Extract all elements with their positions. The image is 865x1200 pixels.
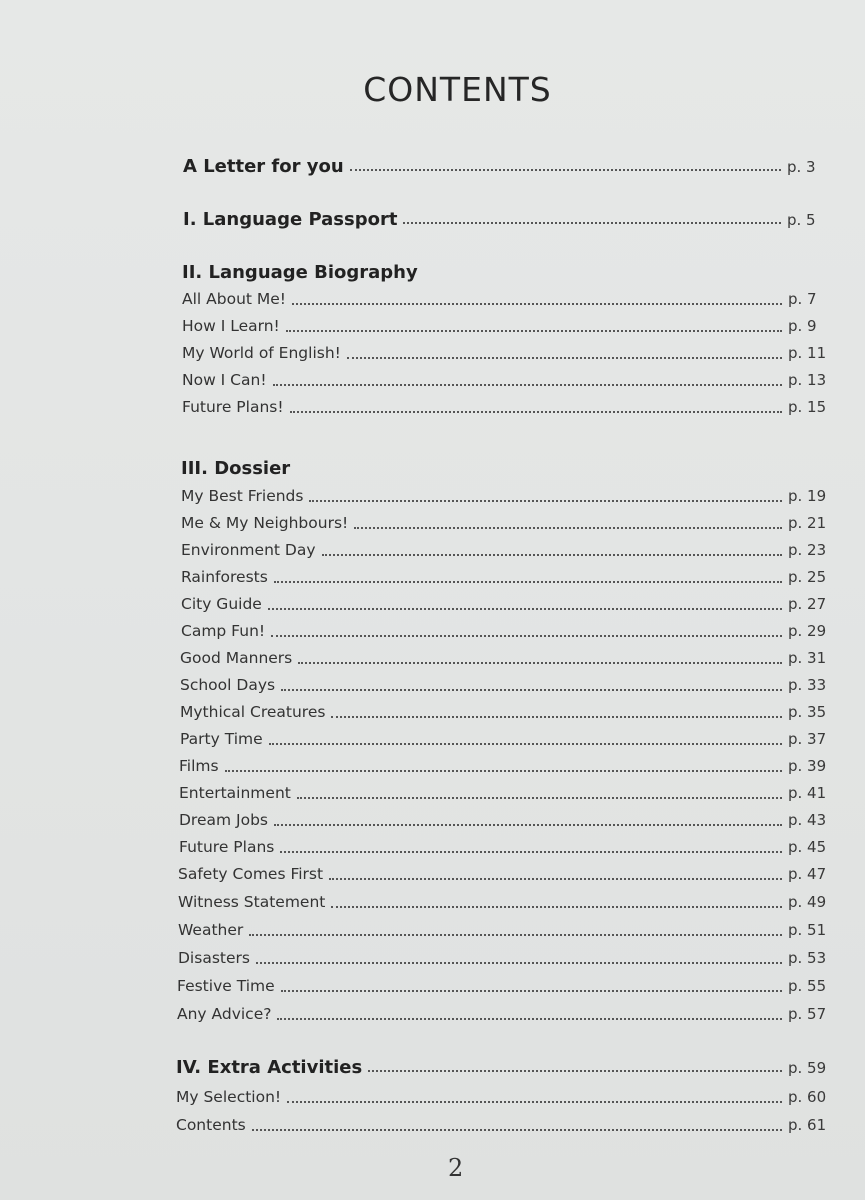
dot-leader bbox=[271, 635, 782, 637]
toc-entry-page: p. 37 bbox=[788, 730, 827, 748]
toc-entry-page: p. 33 bbox=[788, 676, 827, 694]
dot-leader bbox=[368, 1070, 782, 1072]
toc-entry-label: Any Advice? bbox=[177, 1005, 272, 1023]
section-heading-dossier: III. Dossier bbox=[181, 458, 291, 479]
toc-entry-label: My Best Friends bbox=[181, 487, 304, 505]
toc-entry bbox=[179, 784, 834, 808]
dot-leader bbox=[298, 662, 782, 664]
dot-leader bbox=[256, 962, 782, 964]
dot-leader bbox=[225, 770, 782, 772]
dot-leader bbox=[273, 384, 782, 386]
toc-entry-label: Party Time bbox=[180, 730, 263, 748]
dot-leader bbox=[287, 1101, 782, 1103]
toc-entry-page: p. 59 bbox=[788, 1059, 827, 1077]
toc-entry bbox=[180, 703, 834, 727]
toc-entry-label: School Days bbox=[180, 676, 276, 694]
toc-entry-label: Future Plans bbox=[179, 838, 275, 856]
toc-entry bbox=[182, 398, 834, 422]
dot-leader bbox=[350, 169, 781, 171]
toc-entry-page: p. 23 bbox=[788, 541, 827, 559]
toc-entry bbox=[178, 921, 834, 945]
toc-entry bbox=[181, 622, 834, 646]
toc-entry bbox=[181, 541, 834, 565]
toc-entry-label: City Guide bbox=[181, 595, 262, 613]
toc-entry-label: Witness Statement bbox=[178, 893, 326, 911]
toc-entry-page: p. 15 bbox=[788, 398, 827, 416]
toc-entry-page: p. 57 bbox=[788, 1005, 827, 1023]
toc-entry-passport bbox=[183, 209, 833, 233]
toc-entry bbox=[178, 949, 834, 973]
toc-entry-label: Contents bbox=[176, 1116, 246, 1134]
toc-entry-extra bbox=[176, 1057, 834, 1081]
toc-entry-label: My Selection! bbox=[176, 1088, 282, 1106]
dot-leader bbox=[329, 878, 782, 880]
toc-entry bbox=[182, 290, 834, 314]
toc-entry bbox=[177, 977, 834, 1001]
dot-leader bbox=[268, 608, 782, 610]
toc-entry-page: p. 5 bbox=[787, 211, 816, 229]
toc-entry bbox=[181, 595, 834, 619]
toc-entry-label: Rainforests bbox=[181, 568, 268, 586]
toc-entry bbox=[182, 344, 834, 368]
toc-entry-page: p. 60 bbox=[788, 1088, 827, 1106]
toc-entry-page: p. 9 bbox=[788, 317, 817, 335]
toc-entry bbox=[180, 730, 834, 754]
toc-entry-label: Camp Fun! bbox=[181, 622, 266, 640]
dot-leader bbox=[274, 824, 782, 826]
page-number: 2 bbox=[448, 1154, 464, 1182]
dot-leader bbox=[277, 1018, 782, 1020]
toc-entry bbox=[180, 676, 834, 700]
toc-entry-page: p. 41 bbox=[788, 784, 827, 802]
toc-entry-label: Disasters bbox=[178, 949, 250, 967]
dot-leader bbox=[281, 689, 782, 691]
toc-entry bbox=[179, 757, 834, 781]
toc-entry-label: How I Learn! bbox=[182, 317, 280, 335]
dot-leader bbox=[347, 357, 782, 359]
toc-entry-page: p. 25 bbox=[788, 568, 827, 586]
dot-leader bbox=[322, 554, 782, 556]
toc-entry-page: p. 21 bbox=[788, 514, 827, 532]
dot-leader bbox=[297, 797, 782, 799]
toc-entry-label: Mythical Creatures bbox=[180, 703, 326, 721]
toc-entry bbox=[176, 1088, 834, 1112]
toc-entry-letter bbox=[183, 156, 833, 180]
dot-leader bbox=[269, 743, 782, 745]
toc-entry bbox=[178, 865, 834, 889]
toc-entry-page: p. 45 bbox=[788, 838, 827, 856]
toc-entry bbox=[182, 371, 834, 395]
toc-entry-label: My World of English! bbox=[182, 344, 341, 362]
dot-leader bbox=[331, 716, 782, 718]
toc-entry-page: p. 43 bbox=[788, 811, 827, 829]
toc-entry-label: Weather bbox=[178, 921, 244, 939]
toc-entry-label: Me & My Neighbours! bbox=[181, 514, 349, 532]
toc-entry-page: p. 39 bbox=[788, 757, 827, 775]
toc-entry-page: p. 53 bbox=[788, 949, 827, 967]
dot-leader bbox=[280, 851, 782, 853]
toc-entry bbox=[181, 514, 834, 538]
toc-entry bbox=[178, 893, 834, 917]
toc-entry-label: Dream Jobs bbox=[179, 811, 268, 829]
page-title: CONTENTS bbox=[363, 70, 552, 109]
toc-entry-page: p. 19 bbox=[788, 487, 827, 505]
toc-entry-label: Festive Time bbox=[177, 977, 275, 995]
toc-entry bbox=[179, 811, 834, 835]
toc-entry-page: p. 3 bbox=[787, 158, 816, 176]
toc-entry-page: p. 29 bbox=[788, 622, 827, 640]
toc-entry-page: p. 61 bbox=[788, 1116, 827, 1134]
toc-entry-label: Environment Day bbox=[181, 541, 316, 559]
toc-entry-label: Films bbox=[179, 757, 219, 775]
toc-entry-page: p. 11 bbox=[788, 344, 827, 362]
toc-entry-label: Entertainment bbox=[179, 784, 291, 802]
dot-leader bbox=[286, 330, 782, 332]
toc-entry-page: p. 31 bbox=[788, 649, 827, 667]
dot-leader bbox=[249, 934, 782, 936]
dot-leader bbox=[292, 303, 782, 305]
dot-leader bbox=[290, 411, 782, 413]
toc-entry-page: p. 7 bbox=[788, 290, 817, 308]
toc-entry bbox=[177, 1005, 834, 1029]
toc-entry-label: All About Me! bbox=[182, 290, 287, 308]
toc-entry-page: p. 35 bbox=[788, 703, 827, 721]
dot-leader bbox=[403, 222, 781, 224]
dot-leader bbox=[252, 1129, 782, 1131]
toc-entry bbox=[181, 487, 834, 511]
toc-entry-page: p. 47 bbox=[788, 865, 827, 883]
dot-leader bbox=[309, 500, 782, 502]
toc-entry-page: p. 55 bbox=[788, 977, 827, 995]
toc-entry bbox=[179, 838, 834, 862]
toc-entry-page: p. 49 bbox=[788, 893, 827, 911]
toc-entry bbox=[176, 1116, 834, 1140]
toc-entry-label: Safety Comes First bbox=[178, 865, 324, 883]
toc-entry-page: p. 51 bbox=[788, 921, 827, 939]
dot-leader bbox=[331, 906, 782, 908]
toc-entry-label: Good Manners bbox=[180, 649, 293, 667]
toc-entry-label: A Letter for you bbox=[183, 156, 344, 177]
toc-entry bbox=[181, 568, 834, 592]
toc-entry-label: Now I Can! bbox=[182, 371, 267, 389]
toc-entry bbox=[182, 317, 834, 341]
dot-leader bbox=[274, 581, 782, 583]
section-heading-biography: II. Language Biography bbox=[182, 262, 418, 283]
toc-entry-page: p. 13 bbox=[788, 371, 827, 389]
toc-entry-page: p. 27 bbox=[788, 595, 827, 613]
dot-leader bbox=[354, 527, 782, 529]
toc-entry-label: Future Plans! bbox=[182, 398, 284, 416]
toc-entry-label: I. Language Passport bbox=[183, 209, 398, 230]
toc-entry-label: IV. Extra Activities bbox=[176, 1057, 363, 1078]
dot-leader bbox=[281, 990, 782, 992]
toc-entry bbox=[180, 649, 834, 673]
